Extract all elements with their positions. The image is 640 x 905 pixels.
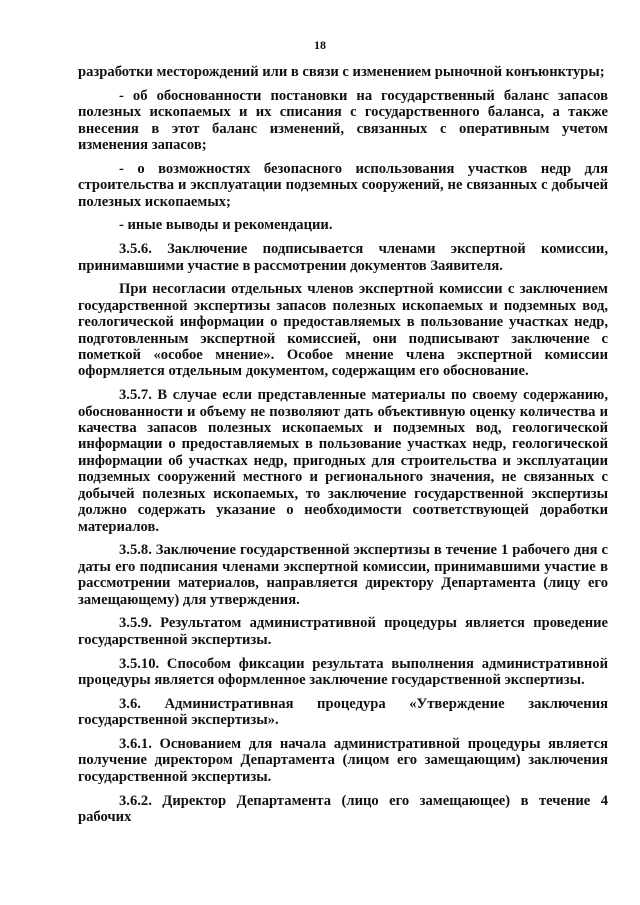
clause-3-6-2: 3.6.2. Директор Департамента (лицо его замещающее) в течение 4 рабочих xyxy=(78,792,608,825)
paragraph-continuation: разработки месторождений или в связи с изменением рыночной конъюнктуры; xyxy=(78,64,605,80)
list-item-balance: - об обоснованности постановки на государственный баланс запасов полезных ископаемых и их списания с государственного баланса, а также внесения в этот баланс изменений, связанных с оперативным учетом изменения запасов; xyxy=(78,87,608,154)
document-body xyxy=(78,64,608,825)
clause-3-5-10: 3.5.10. Способом фиксации результата выполнения административной процедуры является оформленное заключение государственной экспертизы. xyxy=(78,655,608,688)
list-item-other-conclusions: - иные выводы и рекомендации. xyxy=(119,217,333,234)
clause-3-5-7: 3.5.7. В случае если представленные материалы по своему содержанию, обоснованности и объему не позволяют дать объективную оценку количества и качества запасов полезных ископаемых и подземных вод, геологической информации о предоставляемых в пользование участках недр, геологической информации об участках недр, пригодных для строительства и эксплуатации подземных сооружений местного и регионального значения, не связанных с добычей полезных ископаемых, то заключение государственной экспертизы должно содержать указание о необходимости соответствующей доработки материалов. xyxy=(78,387,608,535)
clause-3-5-6: 3.5.6. Заключение подписывается членами экспертной комиссии, принимавшими участие в рассмотрении документов Заявителя. xyxy=(78,241,608,274)
clause-3-6: 3.6. Административная процедура «Утверждение заключения государственной экспертизы». xyxy=(78,695,608,729)
page-number: 18 xyxy=(314,38,326,52)
paragraph-special-opinion: При несогласии отдельных членов экспертной комиссии с заключением государственной экспертизы запасов полезных ископаемых и подземных вод, геологической информации о предоставляемых в пользование участках недр, подготовленным экспертной комиссией, они подписывают заключение с пометкой «особое мнение». Особое мнение члена экспертной комиссии оформляется отдельным документом, содержащим его обоснование. xyxy=(78,281,608,380)
clause-3-6-1: 3.6.1. Основанием для начала административной процедуры является получение директором Департамента (лицом его замещающим) заключения государственной экспертизы. xyxy=(78,735,608,785)
list-item-underground-structures: - о возможностях безопасного использования участков недр для строительства и эксплуатации подземных сооружений, не связанных с добычей полезных ископаемых; xyxy=(78,160,608,210)
clause-3-5-8: 3.5.8. Заключение государственной экспертизы в течение 1 рабочего дня с даты его подписания членами экспертной комиссии, принимавшими участие в рассмотрении материалов, направляется директору Департамента (лицу его замещающему) для утверждения. xyxy=(78,542,608,608)
clause-3-5-9: 3.5.9. Результатом административной процедуры является проведение государственной экспертизы. xyxy=(78,615,608,648)
